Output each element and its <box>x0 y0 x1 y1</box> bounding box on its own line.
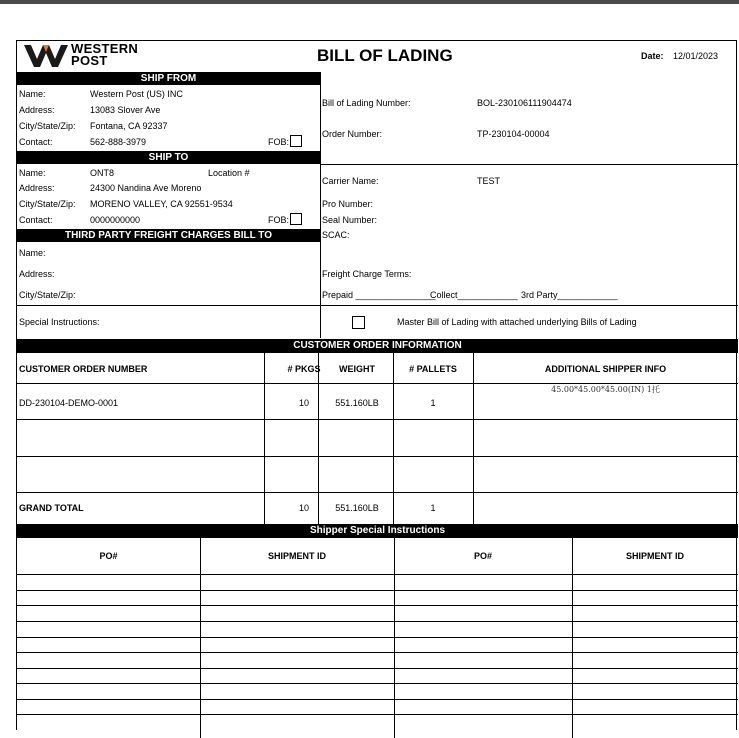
ship-from-contact: 562-888-3979 <box>90 137 147 147</box>
col-customer-order-number: CUSTOMER ORDER NUMBER <box>19 364 148 374</box>
ship-to-city-label: City/State/Zip: <box>19 199 76 209</box>
date-value: 12/01/2023 <box>673 51 719 61</box>
ship-to-contact-label: Contact: <box>19 215 53 225</box>
ship-to-city: MORENO VALLEY, CA 92551-9534 <box>90 199 233 209</box>
carrier-name-label: Carrier Name: <box>322 176 379 186</box>
seal-number-label: Seal Number: <box>322 215 378 225</box>
order-row-info: 45.00*45.00*45.00(IN) 1托 <box>551 385 660 394</box>
ship-from-address: 13083 Slover Ave <box>90 105 161 115</box>
divider <box>318 353 319 524</box>
carrier-name: TEST <box>477 176 501 186</box>
third-party-header: THIRD PARTY FREIGHT CHARGES BILL TO <box>17 229 320 242</box>
ship-from-name: Western Post (US) INC <box>90 89 183 99</box>
table-row <box>17 699 738 700</box>
table-row <box>17 574 738 575</box>
divider <box>572 538 573 738</box>
bol-number: BOL-230106111904474 <box>477 98 572 108</box>
collect-field[interactable]: Collect____________ <box>430 290 518 300</box>
third-party-city-label: City/State/Zip: <box>19 290 76 300</box>
ship-to-fob-checkbox[interactable] <box>290 213 302 225</box>
ship-to-name-label: Name: <box>19 168 46 178</box>
pro-number-label: Pro Number: <box>322 199 374 209</box>
col-pkgs: # PKGS <box>287 364 321 374</box>
ship-to-contact: 0000000000 <box>90 215 141 225</box>
table-row <box>17 621 738 622</box>
grand-total-label: GRAND TOTAL <box>19 503 84 513</box>
ship-to-location-label: Location # <box>208 168 250 178</box>
ship-from-name-label: Name: <box>19 89 46 99</box>
third-party-name-label: Name: <box>19 248 46 258</box>
col-shipment-id-2: SHIPMENT ID <box>625 551 684 561</box>
shipper-special-header: Shipper Special Instructions <box>17 524 738 538</box>
divider <box>393 353 394 524</box>
divider <box>473 353 474 524</box>
master-bol-checkbox[interactable] <box>352 316 365 329</box>
col-weight: WEIGHT <box>339 364 375 374</box>
col-po-1: PO# <box>99 551 118 561</box>
date-label: Date: <box>641 51 664 61</box>
ship-from-fob-checkbox[interactable] <box>290 135 302 147</box>
ship-to-address-label: Address: <box>19 183 55 193</box>
customer-order-header: CUSTOMER ORDER INFORMATION <box>17 339 738 353</box>
divider <box>394 538 395 738</box>
table-row <box>17 590 738 591</box>
western-post-logo-icon <box>24 45 68 67</box>
grand-total-pallets: 1 <box>430 503 436 513</box>
table-row <box>17 668 738 669</box>
bol-number-label: Bill of Lading Number: <box>322 98 411 108</box>
order-number: TP-230104-00004 <box>477 129 550 139</box>
ship-from-city: Fontana, CA 92337 <box>90 121 168 131</box>
divider <box>264 353 265 524</box>
ship-to-fob-label: FOB: <box>268 215 290 225</box>
divider <box>17 492 738 493</box>
col-pallets: # PALLETS <box>409 364 457 374</box>
bill-of-lading-form <box>16 40 737 730</box>
table-row <box>17 605 738 606</box>
col-shipment-id-1: SHIPMENT ID <box>267 551 326 561</box>
column-divider <box>320 72 321 338</box>
col-additional-info: ADDITIONAL SHIPPER INFO <box>544 364 667 374</box>
divider <box>17 383 738 384</box>
order-row-weight: 551.160LB <box>335 398 379 408</box>
ship-from-contact-label: Contact: <box>19 137 53 147</box>
divider <box>17 419 738 420</box>
ship-from-city-label: City/State/Zip: <box>19 121 76 131</box>
logo-line1: WESTERN <box>71 41 139 56</box>
special-instructions-label: Special Instructions: <box>19 317 100 327</box>
table-row <box>17 714 738 715</box>
grand-total-weight: 551.160LB <box>335 503 379 513</box>
page-title: BILL OF LADING <box>317 46 453 65</box>
ship-from-fob-label: FOB: <box>268 137 290 147</box>
ship-to-name: ONT8 <box>90 168 115 178</box>
ship-to-address: 24300 Nandina Ave Moreno <box>90 183 202 193</box>
ship-to-header: SHIP TO <box>17 151 320 164</box>
third-party-field[interactable]: 3rd Party____________ <box>521 290 618 300</box>
divider <box>17 456 738 457</box>
col-po-2: PO# <box>473 551 492 561</box>
third-party-address-label: Address: <box>19 269 55 279</box>
divider <box>17 305 738 306</box>
order-row-pallets: 1 <box>430 398 436 408</box>
table-row <box>17 637 738 638</box>
logo-line2: POST <box>71 53 108 68</box>
table-row <box>17 652 738 653</box>
order-row-pkgs: 10 <box>298 398 309 408</box>
ship-from-header: SHIP FROM <box>17 72 320 85</box>
prepaid-field[interactable]: Prepaid ________________ <box>322 290 436 300</box>
table-row <box>17 683 738 684</box>
grand-total-pkgs: 10 <box>298 503 309 513</box>
ship-from-address-label: Address: <box>19 105 55 115</box>
divider <box>320 164 738 165</box>
scac-label: SCAC: <box>322 230 350 240</box>
master-bol-text: Master Bill of Lading with attached underlying Bills of Lading <box>397 317 637 327</box>
order-row-number: DD-230104-DEMO-0001 <box>19 398 119 408</box>
freight-terms-label: Freight Charge Terms: <box>322 269 412 279</box>
order-number-label: Order Number: <box>322 129 383 139</box>
divider <box>200 538 201 738</box>
top-bar <box>0 0 739 4</box>
